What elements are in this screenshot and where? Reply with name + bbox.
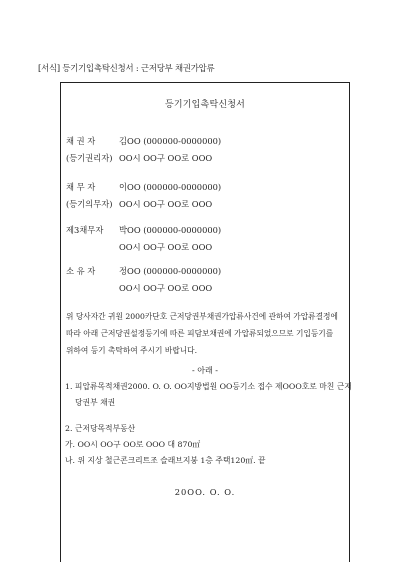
item2-a: 가. OO시 OO구 OO로 OOO 대 870㎡ [65,440,201,449]
third-debtor-label: 제3채무자 [66,225,104,235]
debtor-address: OO시 OO구 OO로 OOO [119,199,213,209]
item2-heading: 2. 근저당목적부동산 [65,424,136,433]
owner-address: OO시 OO구 OO로 OOO [119,283,213,293]
item1-line1: 1. 피압류목적채권2000. O. O. OO지방법원 OO등기소 접수 제OOO호로 마친 근저 [65,382,352,391]
third-debtor-name: 박OO (000000-0000000) [119,225,222,235]
creditor-address: OO시 OO구 OO로 OOO [119,153,213,163]
debtor-sublabel: (등기의무자) [66,199,113,209]
document-frame [60,82,350,562]
owner-label: 소 유 자 [66,266,96,276]
third-debtor-address: OO시 OO구 OO로 OOO [119,242,213,252]
item1-line2: 당권부 채권 [75,398,116,407]
creditor-sublabel: (등기권리자) [66,153,113,163]
debtor-name: 이OO (000000-0000000) [119,182,222,192]
document-title: 등기기입촉탁신청서 [164,100,246,110]
owner-name: 정OO (000000-0000000) [119,266,222,276]
form-header: [서식] 등기기입촉탁신청서 : 근저당부 채권가압류 [38,63,215,73]
request-paragraph: 위 당사자간 귀원 2000카단호 근저당권부채권가압류사건에 관하여 가압류결정에 따라 아래 근저당권설정등기에 따른 피담보채권에 가압류되었으므로 기입등기를 위하여 등기 촉탁하여 주시기 바랍니다. [66,312,338,355]
debtor-label: 채 무 자 [66,182,96,192]
subtitle-below: - 아래 - [192,366,218,375]
item2-b: 나. 위 지상 철근콘크리트조 슬래브지붕 1층 주택120㎡. 끝 [65,456,266,465]
document-date: 20OO. O. O. [174,487,236,497]
creditor-name: 김OO (000000-0000000) [119,136,222,146]
creditor-label: 채 권 자 [66,136,96,146]
